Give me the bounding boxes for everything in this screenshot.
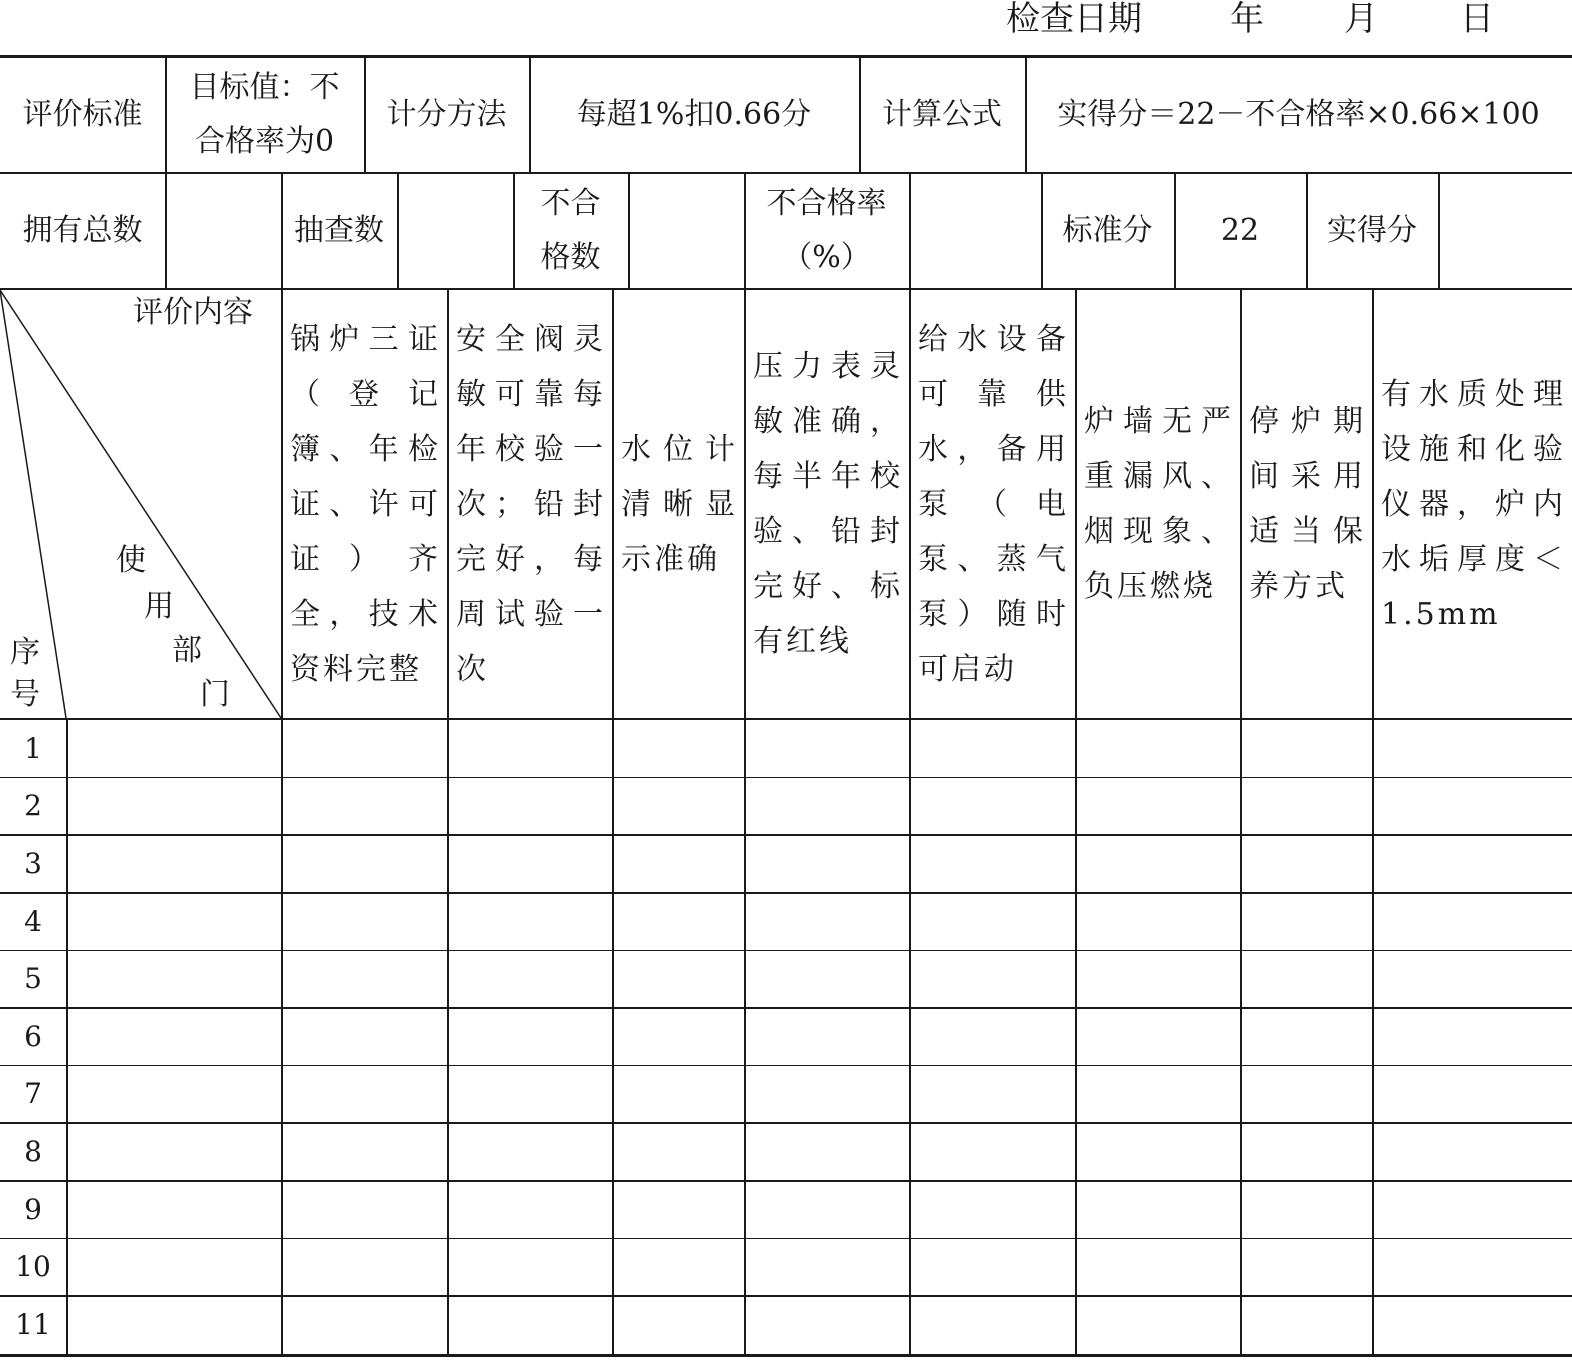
department-label-char: 门 bbox=[200, 677, 230, 712]
evaluation-cell[interactable] bbox=[447, 1008, 612, 1066]
evaluation-cell[interactable] bbox=[1372, 1238, 1572, 1296]
evaluation-cell[interactable] bbox=[1075, 835, 1240, 893]
evaluation-cell[interactable] bbox=[612, 1238, 744, 1296]
evaluation-cell[interactable] bbox=[1075, 1238, 1240, 1296]
evaluation-cell[interactable] bbox=[1240, 835, 1372, 893]
evaluation-cell[interactable] bbox=[612, 720, 744, 778]
evaluation-cell[interactable] bbox=[909, 950, 1075, 1008]
evaluation-cell[interactable] bbox=[744, 1296, 909, 1354]
evaluation-cell[interactable] bbox=[612, 1066, 744, 1124]
row-number: 6 bbox=[24, 1019, 42, 1053]
evaluation-cell[interactable] bbox=[909, 1181, 1075, 1239]
evaluation-cell[interactable] bbox=[281, 778, 447, 836]
evaluation-cell[interactable] bbox=[744, 1008, 909, 1066]
evaluation-cell[interactable] bbox=[1372, 893, 1572, 951]
evaluation-cell[interactable] bbox=[447, 835, 612, 893]
column-header-safety-valve: 安全阀灵敏可靠每年校验一次；铅封完好，每周试验一次 bbox=[456, 321, 606, 687]
evaluation-cell[interactable] bbox=[1372, 835, 1572, 893]
evaluation-cell[interactable] bbox=[281, 720, 447, 778]
evaluation-cell[interactable] bbox=[909, 1238, 1075, 1296]
evaluation-cell[interactable] bbox=[1240, 950, 1372, 1008]
evaluation-cell[interactable] bbox=[1240, 1181, 1372, 1239]
evaluation-cell[interactable] bbox=[1240, 893, 1372, 951]
evaluation-cell[interactable] bbox=[909, 1008, 1075, 1066]
evaluation-cell[interactable] bbox=[1240, 1008, 1372, 1066]
evaluation-cell[interactable] bbox=[909, 1296, 1075, 1354]
evaluation-cell[interactable] bbox=[1075, 778, 1240, 836]
evaluation-cell[interactable] bbox=[909, 835, 1075, 893]
evaluation-cell[interactable] bbox=[612, 893, 744, 951]
evaluation-cell[interactable] bbox=[447, 1066, 612, 1124]
evaluation-cell[interactable] bbox=[1075, 1296, 1240, 1354]
month-label: 月 bbox=[1344, 0, 1378, 39]
department-cell[interactable] bbox=[66, 1123, 281, 1181]
evaluation-cell[interactable] bbox=[612, 1296, 744, 1354]
evaluation-cell[interactable] bbox=[612, 950, 744, 1008]
evaluation-cell[interactable] bbox=[744, 1066, 909, 1124]
standard-score-value: 22 bbox=[1220, 213, 1260, 248]
row-number: 9 bbox=[24, 1192, 42, 1226]
evaluation-cell[interactable] bbox=[1240, 1123, 1372, 1181]
evaluation-cell[interactable] bbox=[744, 1181, 909, 1239]
index-label-char: 号 bbox=[10, 677, 40, 712]
department-cell[interactable] bbox=[66, 1008, 281, 1066]
evaluation-cell[interactable] bbox=[447, 893, 612, 951]
evaluation-cell[interactable] bbox=[744, 1238, 909, 1296]
formula-label: 计算公式 bbox=[882, 97, 1002, 132]
department-label-char: 使 bbox=[116, 543, 146, 578]
evaluation-cell[interactable] bbox=[744, 893, 909, 951]
evaluation-cell[interactable] bbox=[1372, 1066, 1572, 1124]
row-number: 8 bbox=[24, 1134, 42, 1168]
date-label: 检查日期 bbox=[1006, 0, 1142, 39]
evaluation-cell[interactable] bbox=[909, 893, 1075, 951]
column-header-feed-water-equipment: 给水设备可靠供水，备用泵（电泵、蒸气泵）随时可启动 bbox=[918, 321, 1069, 687]
actual-score-label: 实得分 bbox=[1327, 213, 1417, 248]
department-cell[interactable] bbox=[66, 893, 281, 951]
row-number: 5 bbox=[24, 962, 42, 996]
row-number: 1 bbox=[24, 731, 42, 765]
column-header-water-treatment: 有水质处理设施和化验仪器，炉内水垢厚度＜1.5mm bbox=[1381, 376, 1566, 632]
evaluation-cell[interactable] bbox=[1075, 1066, 1240, 1124]
evaluation-cell[interactable] bbox=[281, 1008, 447, 1066]
evaluation-cell[interactable] bbox=[447, 1296, 612, 1354]
evaluation-cell[interactable] bbox=[447, 950, 612, 1008]
evaluation-cell[interactable] bbox=[281, 893, 447, 951]
department-cell[interactable] bbox=[66, 720, 281, 778]
department-cell[interactable] bbox=[66, 950, 281, 1008]
evaluation-cell[interactable] bbox=[612, 835, 744, 893]
day-label: 日 bbox=[1460, 0, 1494, 39]
evaluation-cell[interactable] bbox=[447, 1181, 612, 1239]
evaluation-cell[interactable] bbox=[1372, 1008, 1572, 1066]
sample-count-label: 抽查数 bbox=[294, 213, 384, 248]
evaluation-cell[interactable] bbox=[909, 720, 1075, 778]
evaluation-cell[interactable] bbox=[1075, 1123, 1240, 1181]
department-cell[interactable] bbox=[66, 835, 281, 893]
department-label-char: 部 bbox=[172, 633, 202, 668]
column-header-furnace-wall: 炉墙无严重漏风、烟现象、负压燃烧 bbox=[1084, 404, 1234, 604]
evaluation-cell[interactable] bbox=[1372, 778, 1572, 836]
evaluation-cell[interactable] bbox=[909, 778, 1075, 836]
evaluation-cell[interactable] bbox=[612, 1181, 744, 1239]
evaluation-cell[interactable] bbox=[281, 1181, 447, 1239]
evaluation-cell[interactable] bbox=[447, 1238, 612, 1296]
evaluation-cell[interactable] bbox=[281, 950, 447, 1008]
evaluation-cell[interactable] bbox=[447, 1123, 612, 1181]
unqualified-count-label: 不合格数 bbox=[540, 186, 601, 275]
evaluation-cell[interactable] bbox=[1075, 950, 1240, 1008]
evaluation-cell[interactable] bbox=[1372, 720, 1572, 778]
evaluation-cell[interactable] bbox=[1372, 950, 1572, 1008]
criteria-label: 评价标准 bbox=[22, 97, 143, 132]
diagonal-line-long bbox=[0, 290, 281, 718]
row-number: 10 bbox=[15, 1250, 51, 1284]
row-number: 3 bbox=[24, 846, 42, 880]
evaluation-cell[interactable] bbox=[281, 1238, 447, 1296]
column-header-water-level-gauge: 水位计清晰显示准确 bbox=[621, 431, 738, 577]
evaluation-cell[interactable] bbox=[612, 778, 744, 836]
unqualified-rate-label: 不合格率（%） bbox=[766, 186, 887, 275]
evaluation-cell[interactable] bbox=[281, 1296, 447, 1354]
department-cell[interactable] bbox=[66, 778, 281, 836]
department-cell[interactable] bbox=[66, 1066, 281, 1124]
evaluation-cell[interactable] bbox=[281, 835, 447, 893]
evaluation-cell[interactable] bbox=[447, 720, 612, 778]
department-cell[interactable] bbox=[66, 1296, 281, 1354]
evaluation-cell[interactable] bbox=[909, 1123, 1075, 1181]
evaluation-cell[interactable] bbox=[1075, 893, 1240, 951]
evaluation-cell[interactable] bbox=[1075, 1008, 1240, 1066]
column-header-shutdown-maintenance: 停炉期间采用适当保养方式 bbox=[1249, 404, 1366, 604]
scoring-method-label: 计分方法 bbox=[386, 97, 507, 132]
evaluation-cell[interactable] bbox=[909, 1066, 1075, 1124]
evaluation-cell[interactable] bbox=[744, 835, 909, 893]
evaluation-cell[interactable] bbox=[1075, 1181, 1240, 1239]
evaluation-content-label: 评价内容 bbox=[133, 295, 253, 330]
scoring-method: 每超1%扣0.66分 bbox=[576, 97, 812, 132]
formula: 实得分＝22－不合格率×0.66×100 bbox=[1057, 97, 1540, 132]
department-cell[interactable] bbox=[66, 1181, 281, 1239]
target-value: 目标值：不合格率为0 bbox=[189, 70, 340, 159]
standard-score-label: 标准分 bbox=[1062, 213, 1153, 248]
evaluation-cell[interactable] bbox=[612, 1008, 744, 1066]
department-cell[interactable] bbox=[66, 1238, 281, 1296]
row-number: 2 bbox=[24, 789, 42, 823]
evaluation-cell[interactable] bbox=[1372, 1181, 1572, 1239]
row-number: 4 bbox=[24, 904, 42, 938]
evaluation-cell[interactable] bbox=[612, 1123, 744, 1181]
column-header-boiler-certificates: 锅炉三证（登记簿、年检证、许可证）齐全，技术资料完整 bbox=[290, 321, 441, 687]
evaluation-cell[interactable] bbox=[744, 720, 909, 778]
evaluation-cell[interactable] bbox=[1240, 1066, 1372, 1124]
row-number: 11 bbox=[15, 1307, 51, 1341]
evaluation-cell[interactable] bbox=[281, 1123, 447, 1181]
evaluation-cell[interactable] bbox=[1372, 1296, 1572, 1354]
evaluation-cell[interactable] bbox=[1372, 1123, 1572, 1181]
evaluation-cell[interactable] bbox=[744, 778, 909, 836]
evaluation-cell[interactable] bbox=[744, 950, 909, 1008]
evaluation-cell[interactable] bbox=[1240, 1238, 1372, 1296]
total-count-label: 拥有总数 bbox=[22, 213, 143, 248]
column-header-pressure-gauge: 压力表灵敏准确，每半年校验、铅封完好、标有红线 bbox=[753, 349, 903, 659]
evaluation-cell[interactable] bbox=[1240, 720, 1372, 778]
row-number: 7 bbox=[24, 1077, 42, 1111]
index-label-char: 序 bbox=[10, 635, 40, 670]
evaluation-cell[interactable] bbox=[1240, 1296, 1372, 1354]
evaluation-cell[interactable] bbox=[281, 1066, 447, 1124]
year-label: 年 bbox=[1230, 0, 1264, 39]
evaluation-cell[interactable] bbox=[447, 778, 612, 836]
evaluation-cell[interactable] bbox=[1240, 778, 1372, 836]
evaluation-cell[interactable] bbox=[1075, 720, 1240, 778]
evaluation-cell[interactable] bbox=[744, 1123, 909, 1181]
department-label-char: 用 bbox=[144, 589, 174, 624]
